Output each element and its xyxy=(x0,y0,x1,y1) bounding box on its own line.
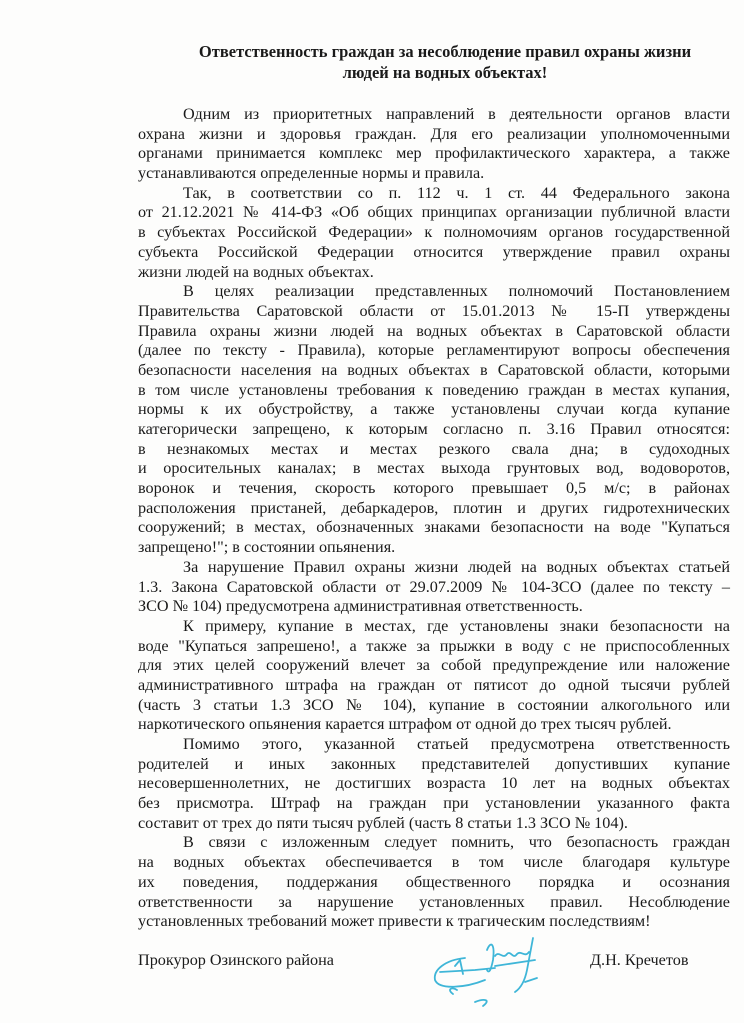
paragraph-line: запрещено!"; в состоянии опьянения. xyxy=(138,538,396,557)
signatory-position: Прокурор Озинского района xyxy=(138,951,334,969)
paragraph-line: жизни людей на водных объектах. xyxy=(138,262,374,281)
paragraph-line: воронок и течения, скорость которого превышает 0,5 м/с; в районах xyxy=(138,479,730,498)
paragraph-line: 1.3. Закона Саратовской области от 29.07.2009 № 104-ЗСО (далее по тексту – xyxy=(138,577,730,596)
paragraph-line: органами принимается комплекс мер профилактического характера, а также xyxy=(138,144,730,163)
paragraph-line: (часть 3 статьи 1.3 ЗСО № 104), купание в состоянии алкогольного или xyxy=(138,695,730,714)
paragraph-line: устанавливаются определенные нормы и правила. xyxy=(138,164,485,183)
paragraph-line: в незнакомых местах и местах резкого свала дна; в судоходных xyxy=(138,439,730,458)
paragraph-line: несовершеннолетних, не достигших возраста 10 лет на водных объектах xyxy=(138,774,730,793)
paragraph-line: от 21.12.2021 № 414-ФЗ «Об общих принципах организации публичной власти xyxy=(138,203,730,222)
document-title xyxy=(160,41,730,83)
paragraph-line: За нарушение Правил охраны жизни людей на водных объектах статьей xyxy=(183,557,730,576)
paragraph-line: безопасности населения на водных объектах в Саратовской области, которыми xyxy=(138,360,730,379)
title-line-2: людей на водных объектах! xyxy=(342,63,548,82)
paragraph-line: К примеру, купание в местах, где установлены знаки безопасности на xyxy=(183,616,730,635)
paragraph-line: категорически запрещено, к которым согласно п. 3.16 Правил относятся: xyxy=(138,420,730,438)
paragraph-line: расположения пристаней, дебаркадеров, плотин и других гидротехнических xyxy=(138,498,730,517)
paragraph-line: Правительства Саратовской области от 15.01.2013 № 15-П утверждены xyxy=(138,301,730,320)
handwritten-signature xyxy=(425,930,555,1010)
paragraph-line: субъекта Российской Федерации относится утверждение правил охраны xyxy=(138,242,730,261)
paragraph-line: В связи с изложенным следует помнить, что безопасность граждан xyxy=(183,833,730,852)
paragraph-line: родителей и иных законных представителей допустивших купание xyxy=(138,754,730,773)
signatory-name: Д.Н. Кречетов xyxy=(590,951,689,969)
paragraph-line: ответственности за нарушение установленных правил. Несоблюдение xyxy=(138,892,730,911)
paragraph-line: их поведения, поддержания общественного порядка и осознания xyxy=(138,872,730,891)
paragraph-line: без присмотра. Штраф на граждан при установлении указанного факта xyxy=(138,794,730,813)
paragraph-line: воде "Купаться запрешено!, а также за прыжки в воду с не приспособленных xyxy=(138,636,730,655)
paragraph-line: составит от трех до пяти тысяч рублей (часть 8 статьи 1.3 ЗСО № 104). xyxy=(138,813,628,832)
paragraph-line: установленных требований может привести к трагическим последствиям! xyxy=(138,912,651,931)
paragraph-line: на водных объектах обеспечивается в том числе благодаря культуре xyxy=(138,853,730,872)
paragraph-line: ЗСО № 104) предусмотрена административная ответственность. xyxy=(138,597,583,616)
paragraph-line: сооружений; в местах, обозначенных знаками безопасности на воде "Купаться xyxy=(138,518,730,537)
title-line-1: Ответственность граждан за несоблюдение правил охраны жизни xyxy=(198,42,692,61)
paragraph-line: Помимо этого, указанной статьей предусмотрена ответственность xyxy=(183,735,730,753)
paragraph-line: Правила охраны жизни людей на водных объектах в Саратовской области xyxy=(138,321,730,340)
paragraph-line: В целях реализации представленных полномочий Постановлением xyxy=(183,282,730,301)
paragraph-line: в том числе установлены требования к поведению граждан в местах купания, xyxy=(138,380,730,399)
paragraph-line: Одним из приоритетных направлений в деятельности органов власти xyxy=(183,105,730,123)
paragraph-line: нормы к их обустройству, а также установлены случаи когда купание xyxy=(138,400,730,419)
paragraph-line: Так, в соответствии со п. 112 ч. 1 ст. 44 Федерального закона xyxy=(183,183,730,202)
paragraph-line: охрана жизни и здоровья граждан. Для его реализации уполномоченными xyxy=(138,124,730,143)
paragraph-line: (далее по тексту - Правила), которые регламентируют вопросы обеспечения xyxy=(138,341,730,360)
document-body xyxy=(138,105,730,932)
paragraph-line: административного штрафа на граждан от пятисот до одной тысячи рублей xyxy=(138,675,730,694)
paragraph-line: в субъектах Российской Федерации» к полномочиям органов государственной xyxy=(138,223,730,242)
paragraph-line: для этих целей сооружений влечет за собой предупреждение или наложение xyxy=(138,656,730,675)
paragraph-line: наркотического опьянения карается штрафом от одной до трех тысяч рублей. xyxy=(138,715,672,734)
paragraph-line: и оросительных каналах; в местах выхода грунтовых вод, водоворотов, xyxy=(138,459,730,478)
